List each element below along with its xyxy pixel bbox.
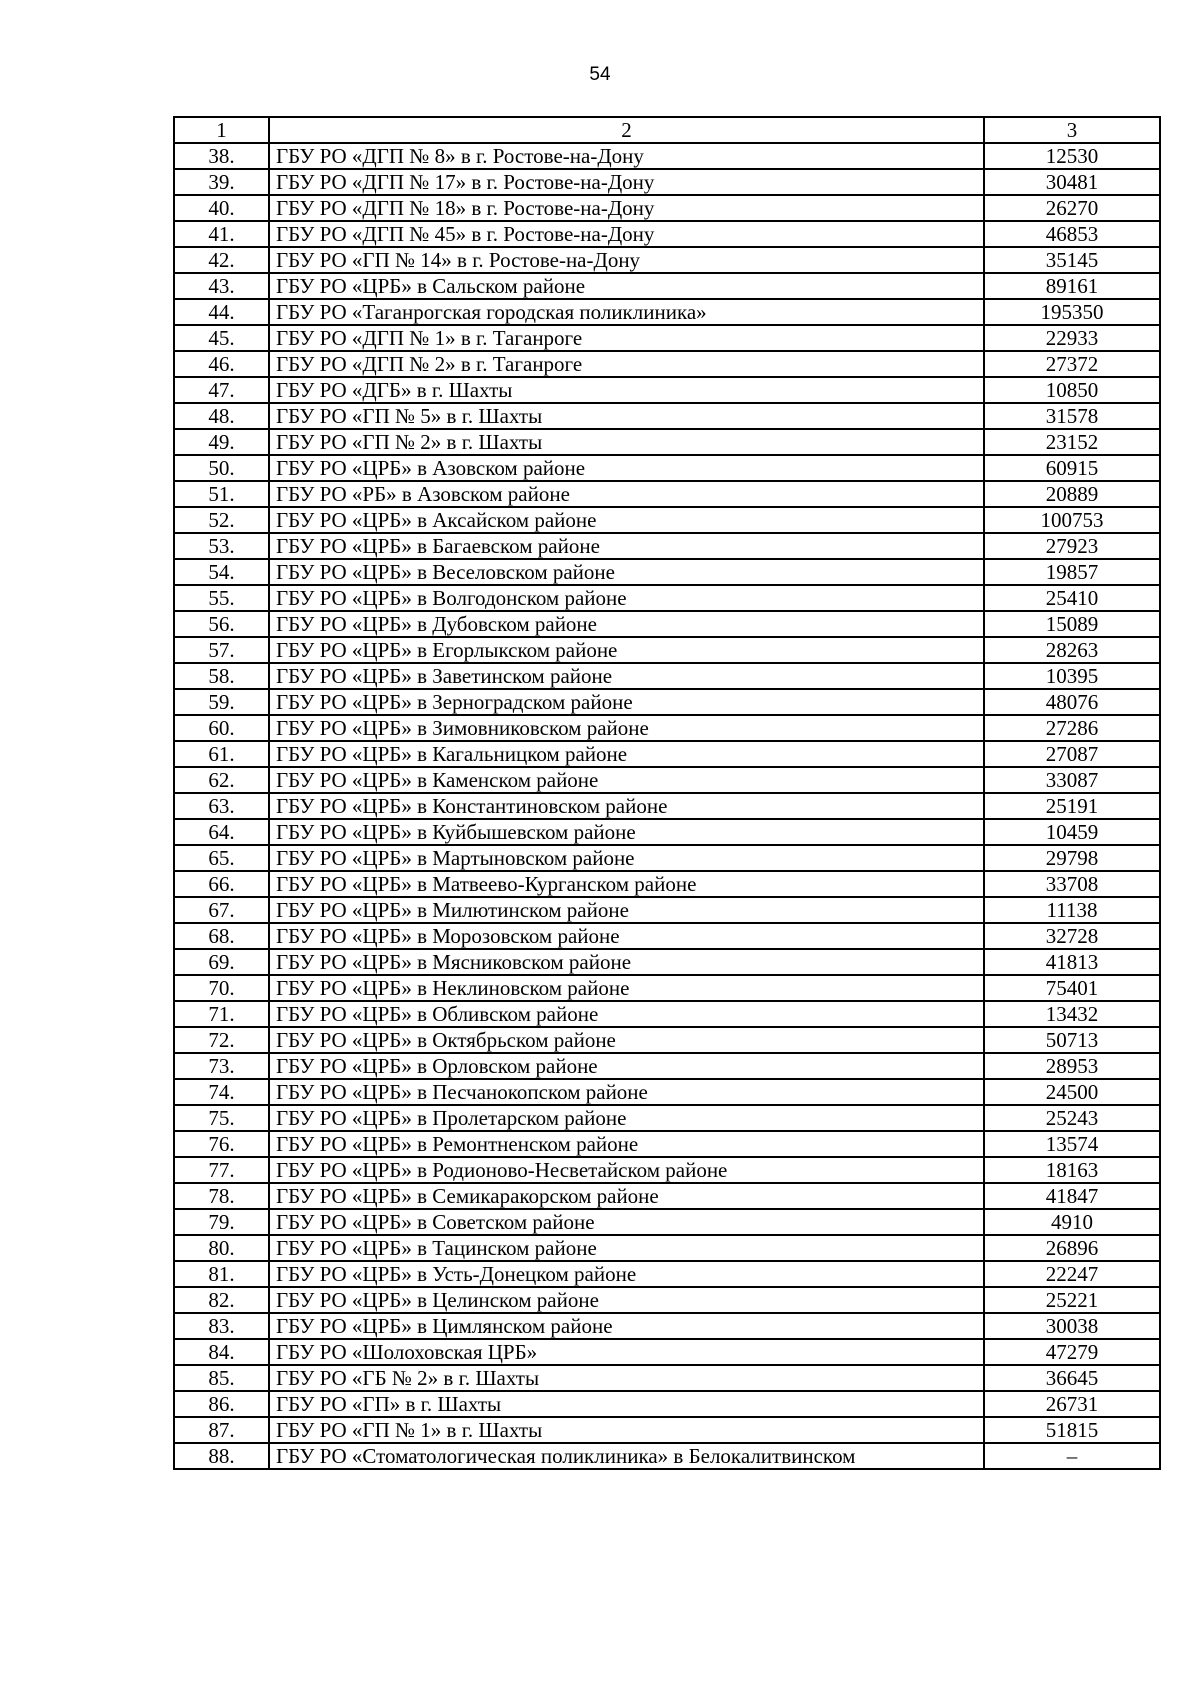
row-value-cell: 18163 [984,1157,1160,1183]
table-row [174,975,1160,1001]
table-row [174,1183,1160,1209]
row-name-cell: ГБУ РО «ЦРБ» в Куйбышевском районе [269,819,984,845]
row-number-cell: 78. [174,1183,269,1209]
row-number-cell: 58. [174,663,269,689]
row-value-cell: 13432 [984,1001,1160,1027]
row-number-cell: 38. [174,143,269,169]
row-number-cell: 73. [174,1053,269,1079]
row-value-cell: 27087 [984,741,1160,767]
row-name-cell: ГБУ РО «ЦРБ» в Милютинском районе [269,897,984,923]
table-row [174,897,1160,923]
row-value-cell: 35145 [984,247,1160,273]
row-name-cell: ГБУ РО «ЦРБ» в Пролетарском районе [269,1105,984,1131]
table-row [174,1287,1160,1313]
row-number-cell: 85. [174,1365,269,1391]
row-value-cell: 22933 [984,325,1160,351]
row-name-cell: ГБУ РО «ДГП № 45» в г. Ростове-на-Дону [269,221,984,247]
table-row [174,1131,1160,1157]
page-number: 54 [589,64,611,85]
row-number-cell: 50. [174,455,269,481]
row-number-cell: 81. [174,1261,269,1287]
row-name-cell: ГБУ РО «ЦРБ» в Матвеево-Курганском районе [269,871,984,897]
row-value-cell: 36645 [984,1365,1160,1391]
row-name-cell: ГБУ РО «ЦРБ» в Волгодонском районе [269,585,984,611]
row-name-cell: ГБУ РО «ЦРБ» в Советском районе [269,1209,984,1235]
row-number-cell: 71. [174,1001,269,1027]
row-name-cell: ГБУ РО «Стоматологическая поликлиника» в Белокалитвинском [269,1443,984,1469]
row-value-cell: 60915 [984,455,1160,481]
row-value-cell: 13574 [984,1131,1160,1157]
table-row [174,273,1160,299]
row-value-cell: 33087 [984,767,1160,793]
header-cell-1: 1 [174,117,269,143]
table-row [174,1157,1160,1183]
table-row [174,1313,1160,1339]
row-number-cell: 65. [174,845,269,871]
row-value-cell: 20889 [984,481,1160,507]
row-name-cell: ГБУ РО «ЦРБ» в Кагальницком районе [269,741,984,767]
row-name-cell: ГБУ РО «ДГП № 2» в г. Таганроге [269,351,984,377]
table-row [174,481,1160,507]
row-number-cell: 67. [174,897,269,923]
row-value-cell: 25221 [984,1287,1160,1313]
row-number-cell: 80. [174,1235,269,1261]
table-row [174,507,1160,533]
table-row [174,1001,1160,1027]
row-value-cell: 26896 [984,1235,1160,1261]
row-number-cell: 66. [174,871,269,897]
row-name-cell: ГБУ РО «ГП № 1» в г. Шахты [269,1417,984,1443]
table-row [174,1079,1160,1105]
row-number-cell: 86. [174,1391,269,1417]
row-number-cell: 61. [174,741,269,767]
row-number-cell: 64. [174,819,269,845]
table-row [174,1339,1160,1365]
row-value-cell: – [984,1443,1160,1469]
row-number-cell: 76. [174,1131,269,1157]
row-number-cell: 72. [174,1027,269,1053]
table-row [174,1105,1160,1131]
row-number-cell: 53. [174,533,269,559]
row-value-cell: 12530 [984,143,1160,169]
table-row [174,533,1160,559]
table-row [174,585,1160,611]
row-name-cell: ГБУ РО «ЦРБ» в Целинском районе [269,1287,984,1313]
row-value-cell: 41813 [984,949,1160,975]
row-name-cell: ГБУ РО «ЦРБ» в Багаевском районе [269,533,984,559]
row-name-cell: ГБУ РО «ЦРБ» в Каменском районе [269,767,984,793]
table-row [174,377,1160,403]
row-value-cell: 32728 [984,923,1160,949]
row-name-cell: ГБУ РО «ДГП № 8» в г. Ростове-на-Дону [269,143,984,169]
row-number-cell: 44. [174,299,269,325]
table-row [174,923,1160,949]
row-value-cell: 4910 [984,1209,1160,1235]
table-row [174,351,1160,377]
table-row [174,429,1160,455]
row-value-cell: 24500 [984,1079,1160,1105]
row-name-cell: ГБУ РО «ЦРБ» в Ремонтненском районе [269,1131,984,1157]
row-number-cell: 39. [174,169,269,195]
row-number-cell: 70. [174,975,269,1001]
table-row [174,689,1160,715]
row-name-cell: ГБУ РО «ЦРБ» в Мясниковском районе [269,949,984,975]
row-name-cell: ГБУ РО «РБ» в Азовском районе [269,481,984,507]
table-row [174,1053,1160,1079]
row-value-cell: 30038 [984,1313,1160,1339]
row-name-cell: ГБУ РО «Таганрогская городская поликлиника» [269,299,984,325]
row-name-cell: ГБУ РО «ЦРБ» в Октябрьском районе [269,1027,984,1053]
row-value-cell: 31578 [984,403,1160,429]
row-name-cell: ГБУ РО «ЦРБ» в Усть-Донецком районе [269,1261,984,1287]
row-name-cell: ГБУ РО «ЦРБ» в Песчанокопском районе [269,1079,984,1105]
row-name-cell: ГБУ РО «ЦРБ» в Родионово-Несветайском районе [269,1157,984,1183]
row-number-cell: 57. [174,637,269,663]
header-cell-2: 2 [269,117,984,143]
row-value-cell: 25191 [984,793,1160,819]
table-row [174,1027,1160,1053]
row-number-cell: 68. [174,923,269,949]
row-number-cell: 43. [174,273,269,299]
row-value-cell: 10850 [984,377,1160,403]
table-row [174,1365,1160,1391]
table-row [174,1261,1160,1287]
row-number-cell: 88. [174,1443,269,1469]
row-value-cell: 50713 [984,1027,1160,1053]
row-value-cell: 46853 [984,221,1160,247]
row-number-cell: 62. [174,767,269,793]
row-number-cell: 46. [174,351,269,377]
table-row [174,455,1160,481]
row-name-cell: ГБУ РО «ГП № 2» в г. Шахты [269,429,984,455]
row-value-cell: 33708 [984,871,1160,897]
table-row [174,1417,1160,1443]
row-number-cell: 75. [174,1105,269,1131]
row-value-cell: 26731 [984,1391,1160,1417]
row-number-cell: 77. [174,1157,269,1183]
table-header-row [174,117,1160,143]
row-value-cell: 25410 [984,585,1160,611]
row-name-cell: ГБУ РО «ЦРБ» в Тацинском районе [269,1235,984,1261]
row-number-cell: 54. [174,559,269,585]
table-row [174,221,1160,247]
row-name-cell: ГБУ РО «ЦРБ» в Азовском районе [269,455,984,481]
row-value-cell: 26270 [984,195,1160,221]
row-number-cell: 82. [174,1287,269,1313]
row-value-cell: 27923 [984,533,1160,559]
table-row [174,403,1160,429]
row-name-cell: ГБУ РО «ЦРБ» в Аксайском районе [269,507,984,533]
row-number-cell: 60. [174,715,269,741]
row-number-cell: 47. [174,377,269,403]
row-value-cell: 23152 [984,429,1160,455]
table-row [174,611,1160,637]
row-number-cell: 63. [174,793,269,819]
row-name-cell: ГБУ РО «ЦРБ» в Заветинском районе [269,663,984,689]
row-number-cell: 87. [174,1417,269,1443]
table-row [174,299,1160,325]
row-name-cell: ГБУ РО «ЦРБ» в Сальском районе [269,273,984,299]
row-number-cell: 41. [174,221,269,247]
row-name-cell: ГБУ РО «ЦРБ» в Дубовском районе [269,611,984,637]
table-row [174,871,1160,897]
row-number-cell: 83. [174,1313,269,1339]
table-row [174,715,1160,741]
row-name-cell: ГБУ РО «ЦРБ» в Цимлянском районе [269,1313,984,1339]
row-value-cell: 28953 [984,1053,1160,1079]
row-value-cell: 89161 [984,273,1160,299]
row-name-cell: ГБУ РО «ЦРБ» в Семикаракорском районе [269,1183,984,1209]
table-row [174,637,1160,663]
row-value-cell: 29798 [984,845,1160,871]
row-name-cell: ГБУ РО «ЦРБ» в Обливском районе [269,1001,984,1027]
table-row [174,247,1160,273]
table-row [174,845,1160,871]
row-value-cell: 195350 [984,299,1160,325]
row-number-cell: 74. [174,1079,269,1105]
row-name-cell: ГБУ РО «ДГБ» в г. Шахты [269,377,984,403]
row-value-cell: 75401 [984,975,1160,1001]
table-row [174,741,1160,767]
table-row [174,559,1160,585]
row-value-cell: 19857 [984,559,1160,585]
row-value-cell: 47279 [984,1339,1160,1365]
row-value-cell: 15089 [984,611,1160,637]
row-name-cell: ГБУ РО «ГП № 5» в г. Шахты [269,403,984,429]
row-name-cell: ГБУ РО «Шолоховская ЦРБ» [269,1339,984,1365]
row-name-cell: ГБУ РО «ЦРБ» в Зерноградском районе [269,689,984,715]
row-number-cell: 42. [174,247,269,273]
row-value-cell: 11138 [984,897,1160,923]
row-name-cell: ГБУ РО «ЦРБ» в Морозовском районе [269,923,984,949]
row-name-cell: ГБУ РО «ЦРБ» в Константиновском районе [269,793,984,819]
row-name-cell: ГБУ РО «ГП» в г. Шахты [269,1391,984,1417]
table-row [174,195,1160,221]
table-row [174,819,1160,845]
row-value-cell: 51815 [984,1417,1160,1443]
row-value-cell: 27372 [984,351,1160,377]
row-value-cell: 25243 [984,1105,1160,1131]
row-name-cell: ГБУ РО «ЦРБ» в Неклиновском районе [269,975,984,1001]
row-number-cell: 45. [174,325,269,351]
row-name-cell: ГБУ РО «ДГП № 1» в г. Таганроге [269,325,984,351]
table-row [174,1235,1160,1261]
row-number-cell: 59. [174,689,269,715]
table-row [174,663,1160,689]
row-number-cell: 55. [174,585,269,611]
row-name-cell: ГБУ РО «ГП № 14» в г. Ростове-на-Дону [269,247,984,273]
row-value-cell: 27286 [984,715,1160,741]
table-row [174,325,1160,351]
row-name-cell: ГБУ РО «ДГП № 17» в г. Ростове-на-Дону [269,169,984,195]
row-name-cell: ГБУ РО «ДГП № 18» в г. Ростове-на-Дону [269,195,984,221]
row-value-cell: 10459 [984,819,1160,845]
row-name-cell: ГБУ РО «ЦРБ» в Егорлыкском районе [269,637,984,663]
row-number-cell: 79. [174,1209,269,1235]
row-value-cell: 48076 [984,689,1160,715]
row-name-cell: ГБУ РО «ГБ № 2» в г. Шахты [269,1365,984,1391]
table-row [174,793,1160,819]
row-name-cell: ГБУ РО «ЦРБ» в Зимовниковском районе [269,715,984,741]
row-value-cell: 100753 [984,507,1160,533]
table-row [174,1209,1160,1235]
row-value-cell: 10395 [984,663,1160,689]
row-name-cell: ГБУ РО «ЦРБ» в Орловском районе [269,1053,984,1079]
row-value-cell: 41847 [984,1183,1160,1209]
row-value-cell: 30481 [984,169,1160,195]
table-row [174,1391,1160,1417]
table-row [174,1443,1160,1469]
row-name-cell: ГБУ РО «ЦРБ» в Веселовском районе [269,559,984,585]
table-body [174,117,1160,1469]
row-number-cell: 52. [174,507,269,533]
row-value-cell: 28263 [984,637,1160,663]
header-cell-3: 3 [984,117,1160,143]
table-row [174,949,1160,975]
row-value-cell: 22247 [984,1261,1160,1287]
row-number-cell: 48. [174,403,269,429]
table-row [174,169,1160,195]
row-number-cell: 84. [174,1339,269,1365]
row-number-cell: 56. [174,611,269,637]
row-number-cell: 69. [174,949,269,975]
row-number-cell: 51. [174,481,269,507]
table-row [174,767,1160,793]
row-number-cell: 40. [174,195,269,221]
row-number-cell: 49. [174,429,269,455]
row-name-cell: ГБУ РО «ЦРБ» в Мартыновском районе [269,845,984,871]
data-table [173,116,1161,1470]
table-row [174,143,1160,169]
